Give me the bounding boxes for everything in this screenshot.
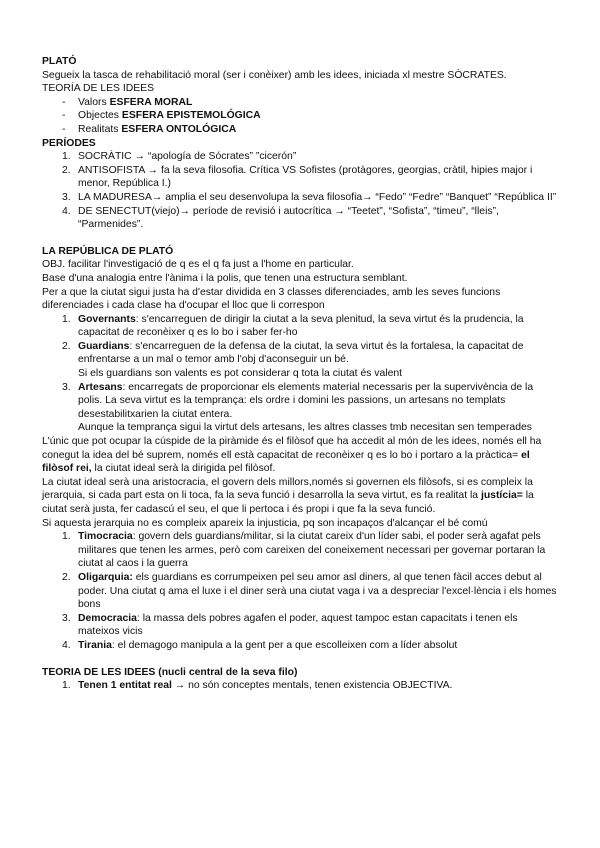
list-item: 1. Timocracia: govern dels guardians/militar, si la ciutat careix d'un líder sabi, el poder serà agafat pels militares que tenen les armes, però com careixen del coneixement necessari per governar portaran la ciutat al caos i la guerra	[62, 531, 546, 570]
list-item: 1. SOCRÀTIC → “apología de Sócrates” ”cicerón”	[62, 151, 297, 163]
list-item: 2. Oligarquia: els guardians es corrumpeixen pel seu amor asl diners, al que tenen fàcil acces debut al poder. Una ciutat q ama el luxe i el diner serà una ciutat vaga i va a despreciar l'excel·lència i els homes bons	[62, 571, 557, 611]
philosopher-king-paragraph: L'únic que pot ocupar la cúspide de la piràmide és el filòsof que ha accedit al món de les idees, només ell ha conegut la idea del bé suprem, només ell està capacitat de reconèixer q es lo bo i portaro a la pràctica= el filòsof rei, la ciutat ideal serà la dirigida pel filòsof.	[42, 436, 542, 475]
spheres-list	[42, 96, 558, 137]
republica-base: Base d'una analogia entre l'ànima i la polis, que tenen una estructura semblant.	[42, 272, 408, 284]
section-title-republica: LA REPÚBLICA DE PLATÓ	[42, 245, 174, 257]
theory-label: TEORÍA DE LES IDEES	[42, 83, 155, 95]
list-item: 2. ANTISOFISTA → fa la seva filosofia. Crítica VS Sofistes (protàgores, georgias, cràtil, hipies major i menor, República I.)	[62, 164, 533, 190]
list-item: 3. LA MADURESA→ amplia el seu desenvolupa la seva filosofia→ “Fedo” “Fedre” “Banquet” “República II”	[62, 191, 557, 203]
ideal-city-paragraph: La ciutat ideal serà una aristocracia, el govern dels millors,només si governen els filòsofs, si es compleix la jerarquia, si cada part esta on li toca, fa la seva funció i desarrolla la seva virtut, es fa realitat la justícia= la ciutat serà justa, fer cadascú el seu, el que li pertoca i és propi i que fa la seva funció.	[42, 476, 534, 515]
republica-obj: OBJ. facilitar l'investigació de q es el q fa just a l'home en particular.	[42, 259, 354, 271]
periods-list	[42, 150, 558, 232]
document-content	[42, 55, 558, 693]
classes-list	[42, 313, 558, 435]
section-title-plato: PLATÓ	[42, 56, 77, 67]
plato-intro: Segueix la tasca de rehabilitació moral (ser i conèixer) amb les idees, iniciada xl mestre SÒCRATES.	[42, 69, 507, 81]
list-item: 1. Governants: s'encarreguen de dirigir la ciutat a la seva plenitud, la seva virtut és la prudencia, la capacitat de reconèixer q es lo bo i saber fer-ho	[62, 313, 524, 339]
list-item: 4. Tirania: el demagogo manipula a la gent per a que escolleixen com a líder absolut	[62, 639, 458, 651]
section-title-teoria: TEORIA DE LES IDEES (nucli central de la seva filo)	[42, 666, 298, 678]
list-item: 3. Artesans: encarregats de proporcionar els elements material necessaris per la supervivència de la polis. La seva virtut es la temprança: els ordre i domini les passions, un artesans no templats desestabilitxarien la ciutat entera. Aunque la temprança sigui la virtut dels artesans, les altres classes tmb necesitan sen temperades	[62, 381, 534, 434]
teoria-list	[42, 679, 558, 693]
injustice-paragraph: Si aquesta jerarquia no es compleix apareix la injusticia, pq son incapaços d'alcançar el bé comú	[42, 517, 488, 529]
list-item: - Valors ESFERA MORAL	[62, 96, 193, 108]
list-item: - Realitats ESFERA ONTOLÓGICA	[62, 123, 237, 135]
list-item: 2. Guardians: s'encarreguen de la defensa de la ciutat, la seva virtut és la fortalesa, la capacitat de enfrentarse a un mal o temor amb l'obj d'aconseguir un bé. Si els guardians son valents es pot considerar q tota la ciutat és valent	[62, 340, 524, 380]
government-forms-list	[42, 530, 558, 652]
republica-per: Per a que la ciutat sigui justa ha d'estar dividida en 3 classes diferenciades, amb les seves funcions diferenciades i cada clase ha d'ocupar el lloc que li correspon	[42, 286, 501, 312]
list-item: 3. Democracia: la massa dels pobres agafen el poder, aquest tampoc estan capacitats i tenen els mateixos vicis	[62, 612, 518, 638]
list-item: - Objectes ESFERA EPISTEMOLÓGICA	[62, 110, 261, 122]
list-item: 4. DE SENECTUT(viejo)→ període de revisió i autocrítica → “Teetet”, “Sofista”, “timeu”, “lleis”, “Parmenides”.	[62, 205, 499, 231]
section-title-periodes: PERÍODES	[42, 137, 96, 149]
list-item: 1. Tenen 1 entitat real → no són conceptes mentals, tenen existencia OBJECTIVA.	[62, 680, 453, 692]
